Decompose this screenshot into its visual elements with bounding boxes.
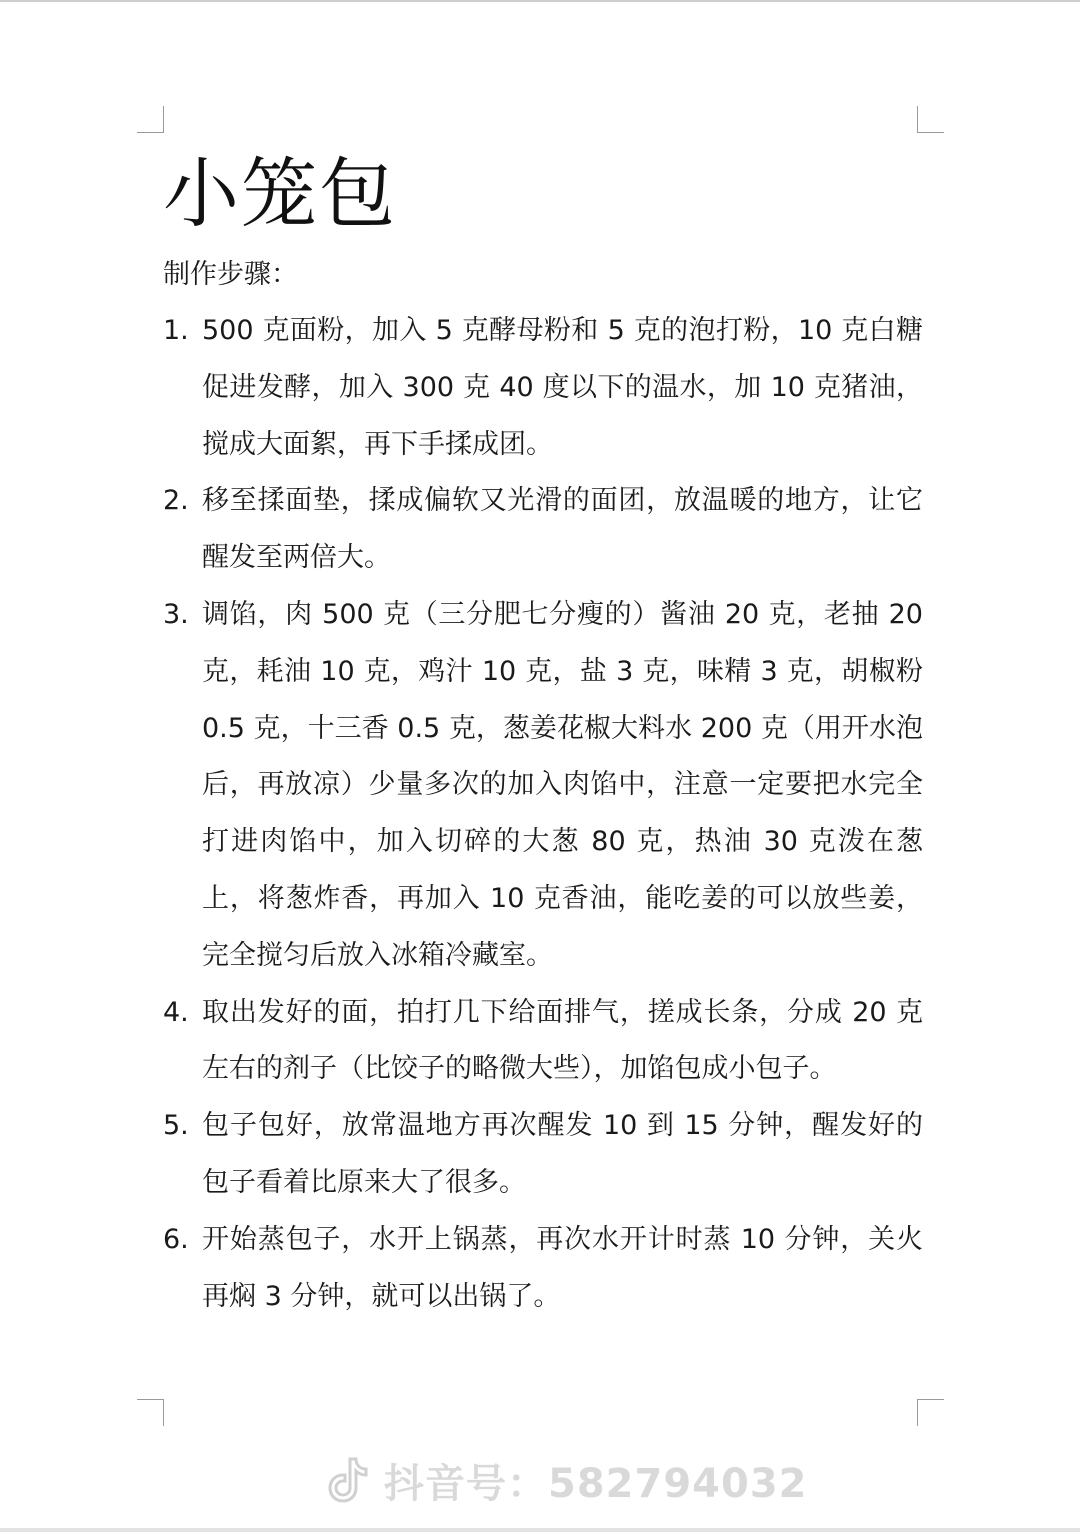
step-item [163, 587, 923, 985]
step-number: 5. [163, 1110, 189, 1142]
step-item [163, 473, 923, 587]
step-text: 500 克面粉，加入 5 克酵母粉和 5 克的泡打粉，10 克白糖促进发酵，加入 300 克 40 度以下的温水，加 10 克猪油，搅成大面絮，再下手揉成团。 [202, 315, 923, 460]
step-number: 3. [163, 598, 189, 630]
step-item [163, 1098, 923, 1212]
step-item [163, 985, 923, 1099]
margin-corner-bottom-right [917, 1399, 944, 1426]
step-text: 移至揉面垫，揉成偏软又光滑的面团，放温暖的地方，让它醒发至两倍大。 [202, 485, 923, 574]
margin-corner-bottom-left [137, 1399, 164, 1426]
watermark [326, 1450, 808, 1510]
step-number: 4. [163, 996, 189, 1028]
step-text: 取出发好的面，拍打几下给面排气，搓成长条，分成 20 克左右的剂子（比饺子的略微大些），加馅包成小包子。 [202, 996, 923, 1085]
step-text: 包子包好，放常温地方再次醒发 10 到 15 分钟，醒发好的包子看着比原来大了很多。 [202, 1110, 923, 1198]
step-item [163, 1212, 923, 1326]
watermark-text: 抖音号：582794032 [384, 1460, 808, 1507]
bottom-edge-line [0, 1528, 1080, 1532]
step-number: 1. [163, 315, 189, 346]
document-title: 小笼包 [163, 149, 397, 238]
step-item [163, 303, 923, 473]
tiktok-icon [326, 1455, 370, 1505]
margin-corner-top-right [917, 106, 944, 133]
margin-corner-top-left [137, 106, 164, 133]
steps-list [163, 303, 923, 1325]
step-text: 调馅，肉 500 克（三分肥七分瘦的）酱油 20 克，老抽 20 克，耗油 10 克，鸡汁 10 克，盐 3 克，味精 3 克，胡椒粉 0.5 克，十三香 0.5 克，葱姜花椒大料水 200 克（用开水泡后，再放凉）少量多次的加入肉馅中，注意一定要把水完全打进肉馅中，加入切碎的大葱 80 克，热油 30 克泼在葱上，将葱炸香，再加入 10 克香油，能吃姜的可以放些姜，完全搅匀后放入冰箱冷藏室。 [202, 598, 923, 971]
top-edge-line [0, 0, 1080, 2]
steps-heading: 制作步骤： [163, 259, 298, 290]
step-number: 2. [163, 485, 189, 517]
step-number: 6. [163, 1223, 189, 1255]
step-text: 开始蒸包子，水开上锅蒸，再次水开计时蒸 10 分钟，关火再焖 3 分钟，就可以出锅了。 [202, 1223, 923, 1312]
